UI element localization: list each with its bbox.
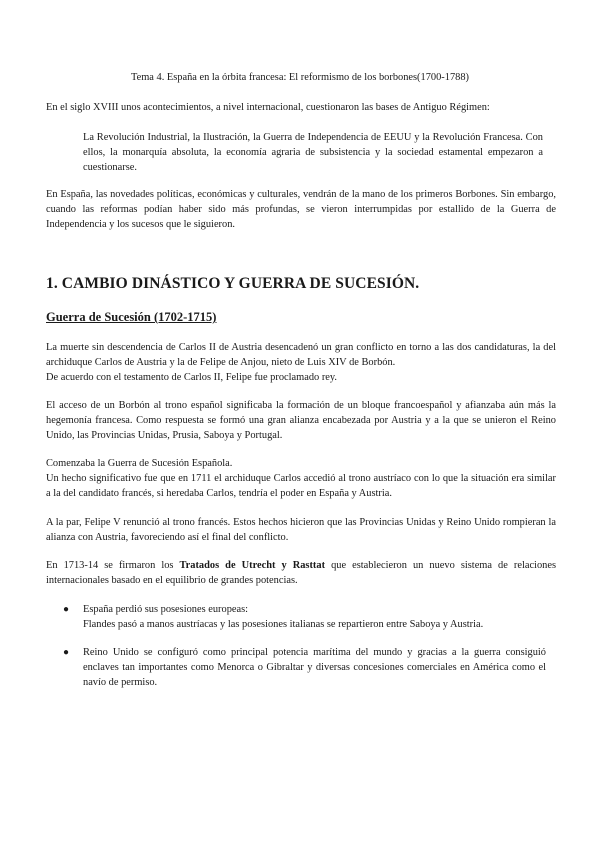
paragraph-1-line-2: De acuerdo con el testamento de Carlos II, Felipe fue proclamado rey. (46, 372, 338, 383)
paragraph-4: A la par, Felipe V renunció al trono francés. Estos hechos hicieron que las Provincias Unidas y Reino Unido rompieran la alianza con Austria, favoreciendo así el final del conflicto. (46, 517, 556, 543)
intro-indented-paragraph: La Revolución Industrial, la Ilustración, la Guerra de Independencia de EEUU y la Revolución Francesa. Con ellos, la monarquía absoluta, la economía agraria de subsistencia y la sociedad estamental empezaron a cuestionarse. (83, 132, 543, 173)
bullet-item-1 (83, 602, 546, 632)
intro-paragraph: En el siglo XVIII unos acontecimientos, a nivel internacional, cuestionaron las bases de Antiguo Régimen: (46, 102, 490, 113)
paragraph-3-line-2: Un hecho significativo fue que en 1711 el archiduque Carlos accedió al trono austríaco con lo que la situación era similar a la del candidato francés, si heredaba Carlos, tendría el poder en España y Austria. (46, 473, 556, 499)
paragraph-5-before: En 1713-14 se firmaron los (46, 560, 180, 571)
paragraph-2: El acceso de un Borbón al trono español significaba la formación de un bloque francoespañol y afianzaba aún más la hegemonía francesa. Como respuesta se formó una gran alianza encabezada por Austria y a la que se unieron el Reino Unido, las Provincias Unidas, Prusia, Saboya y Portugal. (46, 400, 556, 441)
bullet-dot-1: ● (63, 604, 70, 615)
bullet-item-2: Reino Unido se configuró como principal potencia marítima del mundo y gracias a la guerra consiguió enclaves tan importantes como Menorca o Gibraltar y diversas concesiones comerciales en América como el navío de permiso. (83, 647, 546, 688)
paragraph-3 (46, 456, 556, 501)
paragraph-1 (46, 340, 556, 385)
subsection-heading: Guerra de Sucesión (1702-1715) (46, 310, 217, 324)
intro-spain-paragraph: En España, las novedades políticas, económicas y culturales, vendrán de la mano de los primeros Borbones. Sin embargo, cuando las reformas podían haber sido más profundas, se vieron interrumpidas por estallido de la Guerra de Independencia y los sucesos que le siguieron. (46, 189, 556, 230)
paragraph-5-after: que establecieron un nuevo sistema de relaciones internacionales basado en el equilibrio de grandes potencias. (46, 560, 556, 586)
bullet-1-line-1: España perdió sus posesiones europeas: (83, 604, 249, 615)
treaties-name: Tratados de Utrecht y Rasttat (179, 560, 326, 571)
paragraph-1-line-1: La muerte sin descendencia de Carlos II de Austria desencadenó un gran conflicto en torno a las dos candidaturas, la del archiduque Carlos de Austria y la de Felipe de Anjou, nieto de Luis XIV de Borbón. (46, 342, 556, 368)
paragraph-5 (46, 558, 556, 588)
paragraph-3-line-1: Comenzaba la Guerra de Sucesión Española. (46, 458, 233, 469)
bullet-dot-2: ● (63, 647, 70, 658)
section-heading: 1. CAMBIO DINÁSTICO Y GUERRA DE SUCESIÓN. (46, 275, 420, 292)
bullet-1-line-2: Flandes pasó a manos austríacas y las posesiones italianas se repartieron entre Saboya y Austria. (83, 619, 484, 630)
document-title: Tema 4. España en la órbita francesa: El reformismo de los borbones(1700-1788) (130, 72, 469, 83)
